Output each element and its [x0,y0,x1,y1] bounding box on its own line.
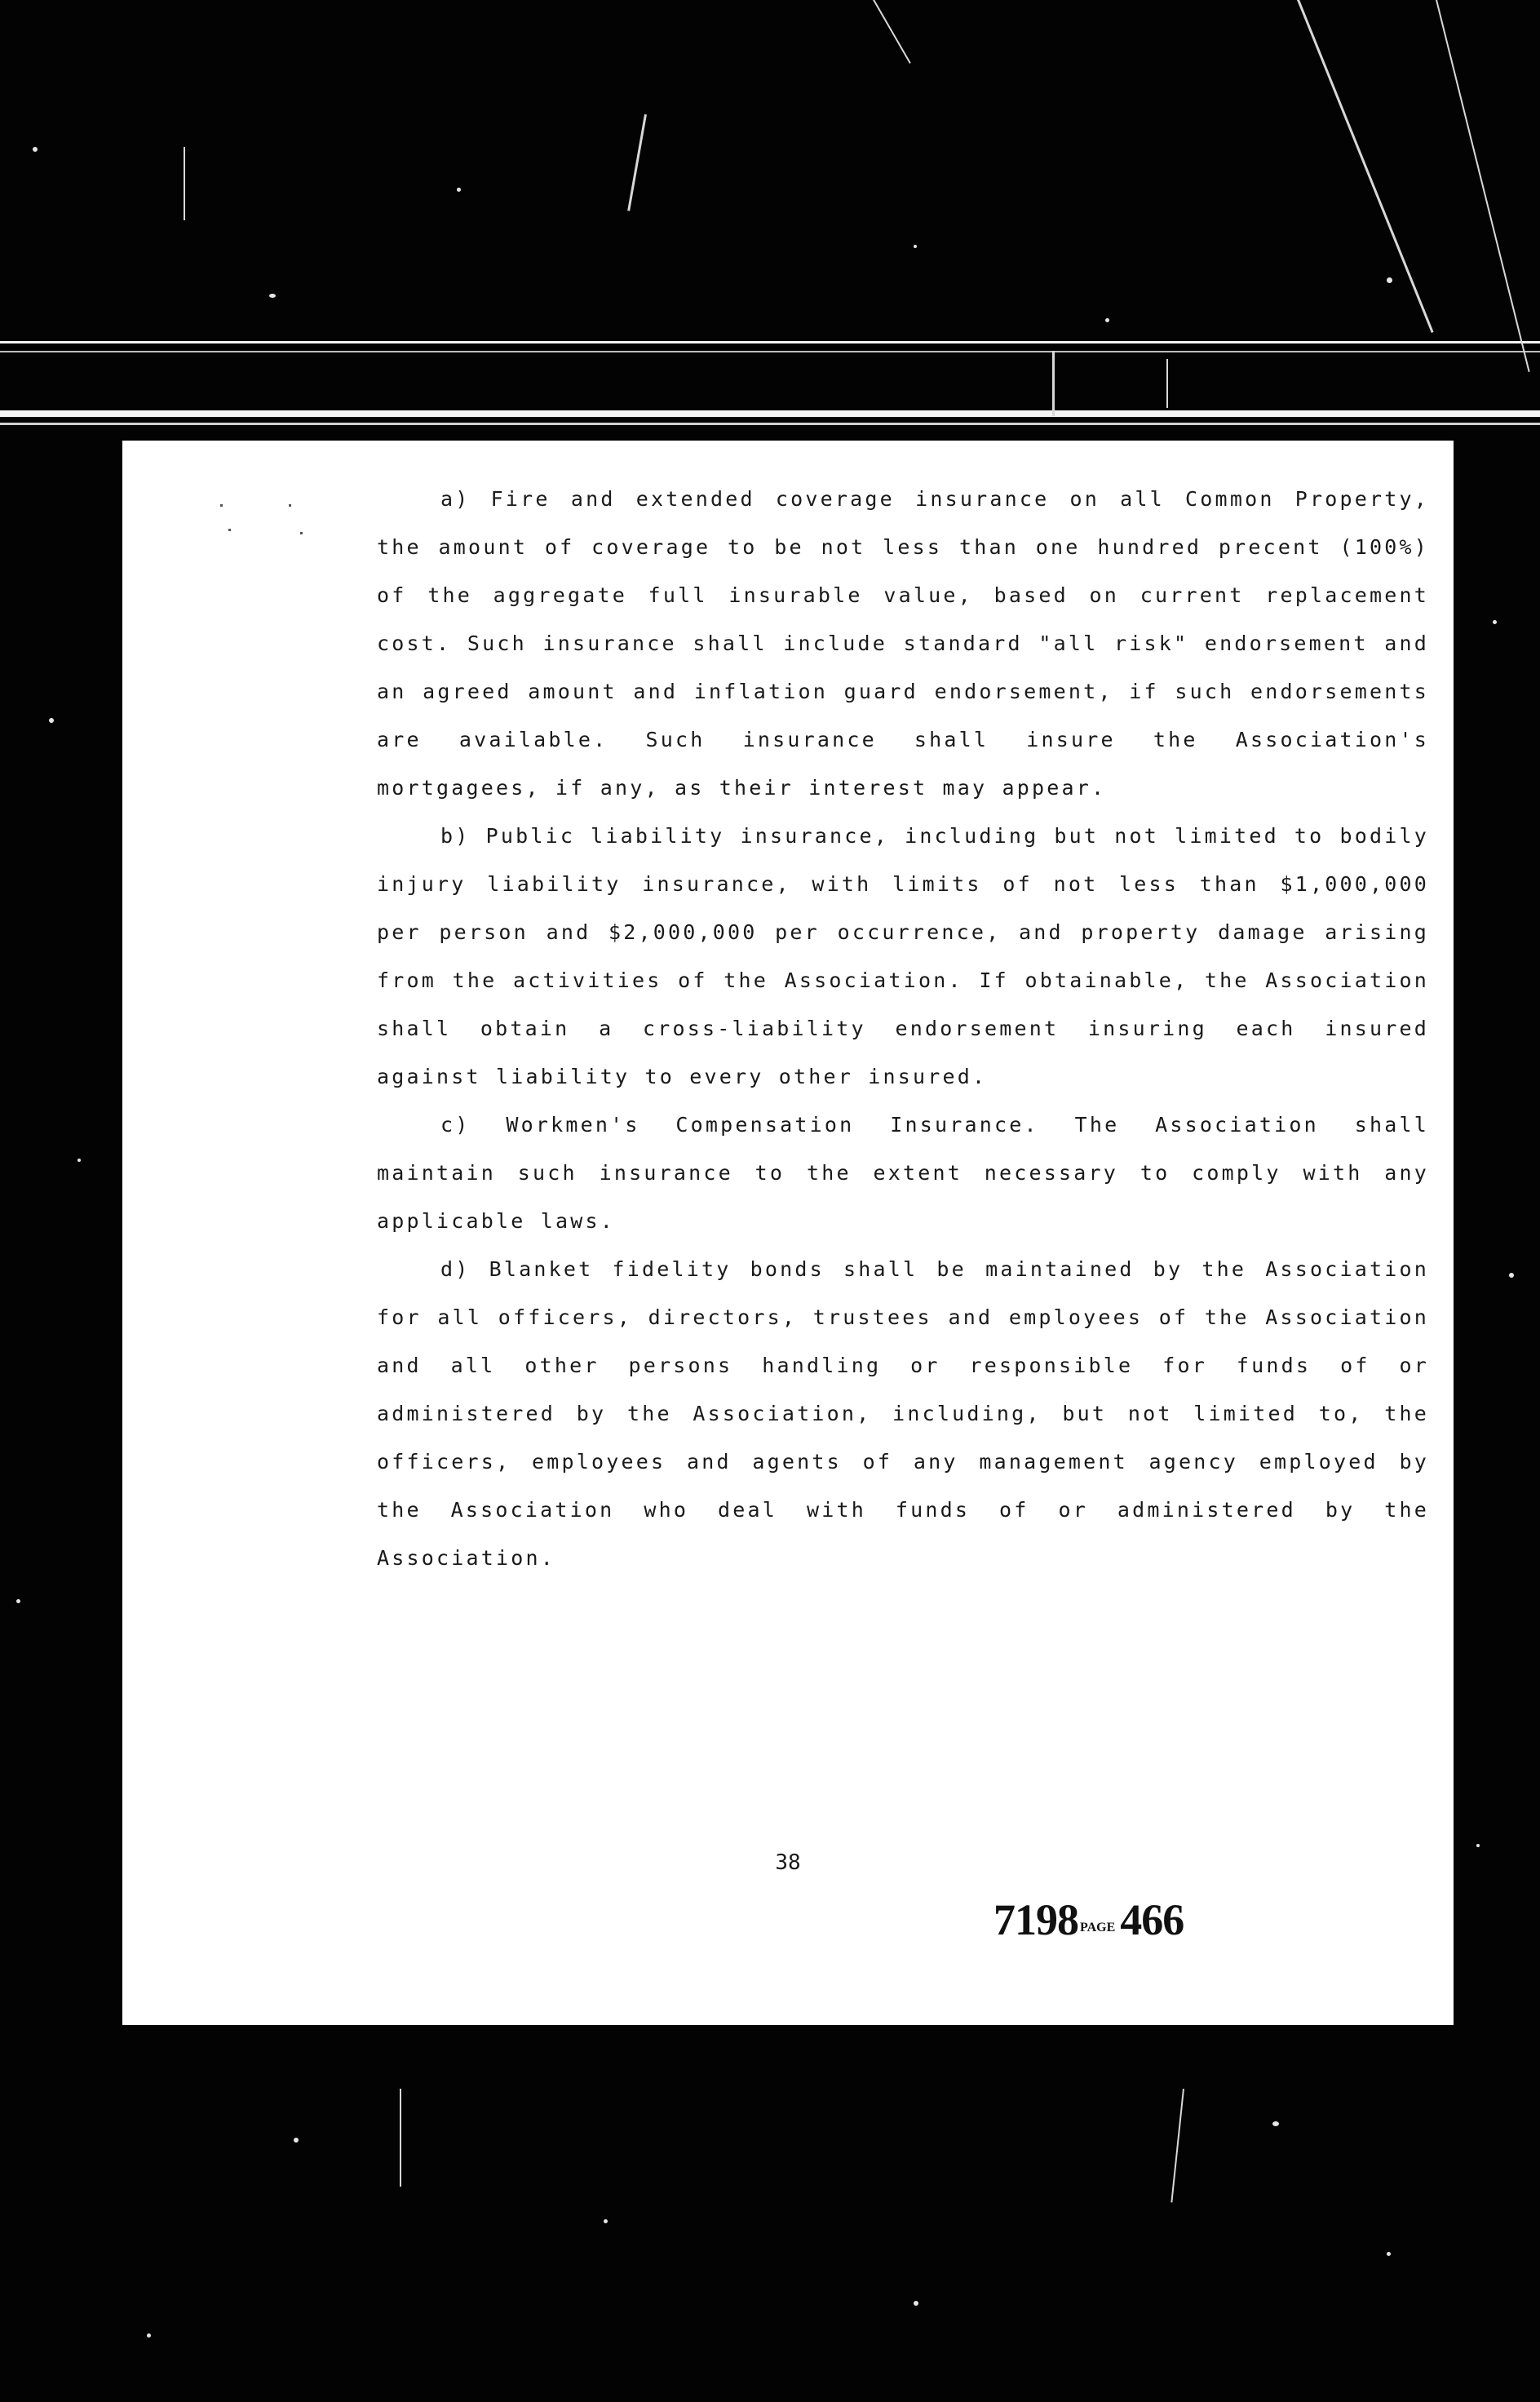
document-body [377,475,1429,1582]
document-page [122,441,1454,2025]
margin-mark [289,504,291,507]
scan-line [0,351,1540,352]
recording-stamp [993,1895,1184,1945]
scan-scratch [1166,359,1168,408]
paragraph-fire-insurance: a) Fire and extended coverage insurance on all Common Property, the amount of coverage to be not less than one hundred precent (100%) of the aggregate full insurable value, based on current replacement cost. Such insurance shall include standard "all risk" endorsement and an agreed amount and inflation guard endorsement, if such endorsements are available. Such insurance shall insure the Association's mortgagees, if any, as their interest may appear. [377,487,1429,800]
page-number: 38 [775,1850,801,1875]
scan-line [0,423,1540,425]
scan-speck [1493,620,1497,624]
scan-speck [33,147,38,152]
scan-scratch [1436,0,1530,372]
scan-scratch [627,114,647,211]
scan-speck [147,2333,151,2338]
scan-speck [49,718,54,723]
scan-speck [77,1159,81,1162]
scan-speck [1387,277,1392,283]
scan-speck [457,188,461,192]
scan-scratch [1170,2089,1184,2202]
stamp-page-number: 466 [1120,1895,1184,1944]
margin-mark [228,529,231,531]
scan-scratch [1052,351,1055,416]
paragraph-public-liability: b) Public liability insurance, including but not limited to bodily injury liability insurance, with limits of not less than $1,000,000 per person and $2,000,000 per occurrence, and property damage arising from the activities of the Association. If obtainable, the Association shall obtain a cross-liability endorsement insuring each insured against liability to every other insured. [377,824,1429,1088]
scan-speck [294,2138,299,2143]
scan-speck [16,1599,20,1603]
scan-speck [1509,1273,1514,1278]
scan-line [0,410,1540,417]
scan-speck [1105,318,1109,322]
scan-scratch [873,0,911,64]
scan-scratch [400,2089,401,2187]
scan-speck [269,294,276,298]
scan-speck [1387,2252,1391,2256]
scan-speck [914,2301,918,2306]
margin-mark [220,504,223,507]
scan-line [0,341,1540,343]
scan-speck [1476,1844,1480,1847]
scan-scratch [184,147,185,220]
scan-speck [1272,2121,1279,2126]
paragraph-workmens-compensation: c) Workmen's Compensation Insurance. The Association shall maintain such insurance to the extent necessary to comply with any applicable laws. [377,1113,1429,1233]
stamp-book-number: 7198 [993,1895,1078,1944]
paragraph-fidelity-bonds: d) Blanket fidelity bonds shall be maintained by the Association for all officers, directors, trustees and employees of the Association and all other persons handling or responsible for funds of or administered by the Association, including, but not limited to, the officers, employees and agents of any management agency employed by the Association who deal with funds of or administered by the Association. [377,1257,1429,1570]
stamp-page-label: PAGE [1080,1921,1116,1934]
scan-scratch [1297,0,1434,333]
scan-speck [914,245,917,248]
scan-speck [604,2219,608,2223]
margin-mark [300,532,303,534]
